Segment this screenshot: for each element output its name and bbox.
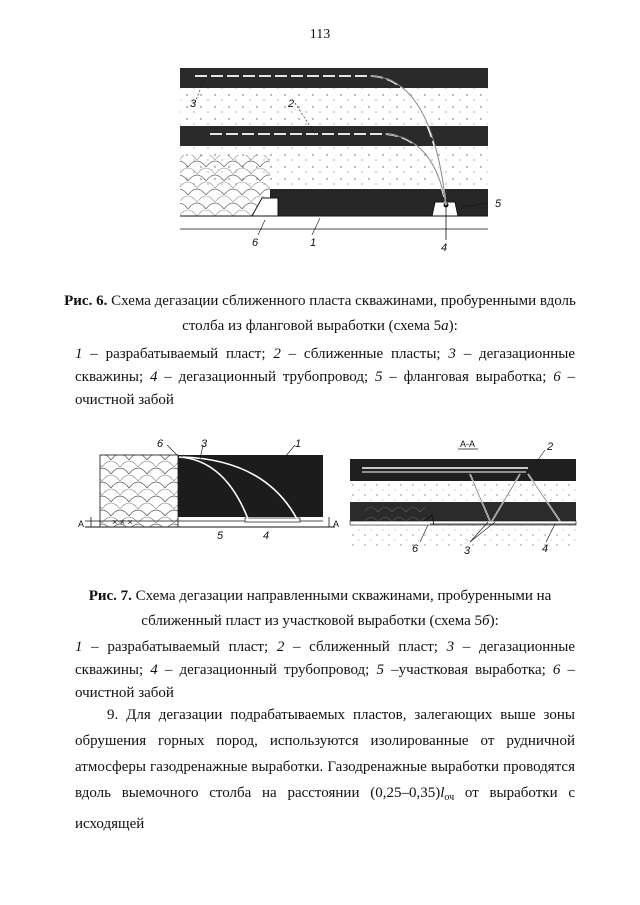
label-a-a: А-А <box>460 439 476 449</box>
label-6: 6 <box>157 438 164 450</box>
label-1: 1 <box>295 438 302 450</box>
label-6: 6 <box>252 237 259 249</box>
goaf <box>180 155 270 216</box>
label-4: 4 <box>542 543 549 555</box>
approached-seam <box>350 459 576 481</box>
upper-seam <box>180 68 488 88</box>
label-3: 3 <box>201 438 208 450</box>
label-5: 5 <box>217 530 224 542</box>
label-5: 5 <box>495 198 502 210</box>
label-a-right: А <box>333 519 340 529</box>
figure-7-caption: Рис. 7. Схема дегазации направленными скважинами, пробуренными на сближенный пласт из участковой выработки (схема 5б): <box>88 588 552 629</box>
figure-6-caption: Рис. 6. Схема дегазации сближенного пласта скважинами, пробуренными вдоль столба из фланговой выработки (схема 5а): <box>64 293 576 334</box>
label-2: 2 <box>547 441 554 453</box>
figure-7-section-diagram <box>350 432 580 557</box>
paragraph-9: 9. Для дегазации подрабатываемых пластов, залегающих выше зоны обрушения горных пород, используются изолированные от рудничной атмосферы газодренажные выработки. Газодренажные выработки проводятся вдоль выемочного столба на расстоянии $(0,25-0,35)l_{оч}$ от выработки с исходящей <box>75 707 575 832</box>
label-2: 2 <box>288 98 295 110</box>
figure-6-legend: 1 – разрабатываемый пласт; 2 – сближенные пласты; 3 – дегазационные скважины; 4 – дегазационный трубопровод; 5 – фланговая выработка; 6 – очистной забой <box>75 346 576 408</box>
worked-seam-block <box>178 455 323 517</box>
figure-7-plan-diagram <box>75 432 345 557</box>
sandstone-layer <box>180 88 488 126</box>
svg-text:× × ×: × × × <box>112 517 133 527</box>
middle-seam <box>180 126 488 146</box>
label-3: 3 <box>190 98 197 110</box>
label-a-left: А <box>78 519 85 529</box>
label-3: 3 <box>464 545 471 557</box>
label-6: 6 <box>412 543 419 555</box>
label-4: 4 <box>263 530 270 542</box>
label-4: 4 <box>441 242 448 254</box>
label-1: 1 <box>310 237 317 249</box>
figure-7-legend: 1 – разрабатываемый пласт; 2 – сближенный пласт; 3 – дегазационные скважины; 4 – дегазационный трубопровод; 5 –участковая выработка; 6 – очистной забой <box>75 639 576 701</box>
page-number: 113 <box>309 27 331 42</box>
figure-6-diagram <box>170 55 502 265</box>
pipeline <box>245 518 300 522</box>
